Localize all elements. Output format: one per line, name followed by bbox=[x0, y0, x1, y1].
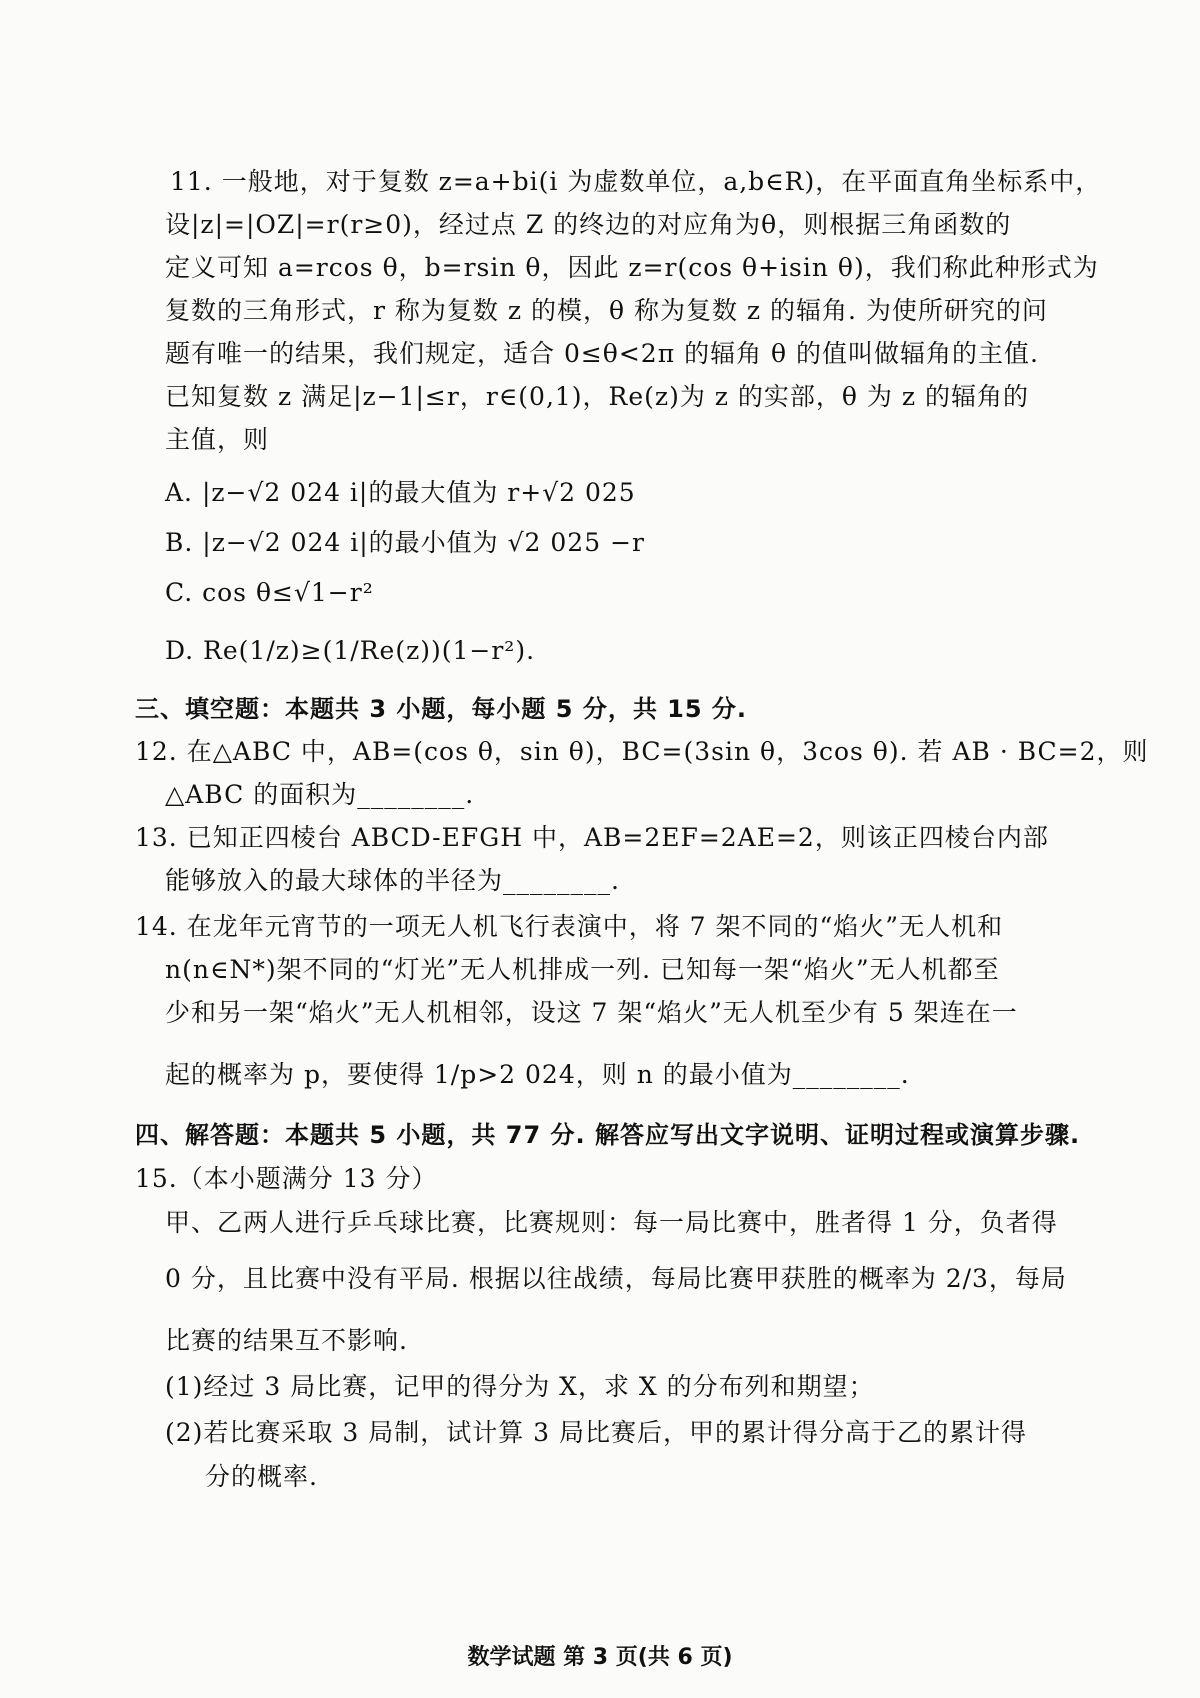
q15-part-1: (1)经过 3 局比赛，记甲的得分为 X，求 X 的分布列和期望； bbox=[165, 1372, 875, 1401]
page-footer: 数学试题 第 3 页(共 6 页) bbox=[467, 1645, 733, 1670]
q11-line-7: 主值，则 bbox=[165, 425, 270, 454]
q13-line-1: 13. 已知正四棱台 ABCD-EFGH 中，AB=2EF=2AE=2，则该正四棱台内部 bbox=[135, 823, 1049, 852]
q11-line-1: 11. 一般地，对于复数 z=a+bi(i 为虚数单位，a,b∈R)，在平面直角坐标系中， bbox=[170, 167, 1102, 196]
q14-line-3: 少和另一架“焰火”无人机相邻，设这 7 架“焰火”无人机至少有 5 架连在一 bbox=[165, 998, 1018, 1027]
q15-part-2-line-1: (2)若比赛采取 3 局制，试计算 3 局比赛后，甲的累计得分高于乙的累计得 bbox=[165, 1418, 1028, 1447]
q12-line-2: △ABC 的面积为________. bbox=[165, 780, 475, 809]
q15-line-3: 比赛的结果互不影响. bbox=[165, 1326, 408, 1355]
q14-line-1: 14. 在龙年元宵节的一项无人机飞行表演中，将 7 架不同的“焰火”无人机和 bbox=[135, 912, 1004, 941]
q11-option-a: A. |z−√2 024 i|的最大值为 r+√2 025 bbox=[165, 478, 636, 507]
q11-line-4: 复数的三角形式，r 称为复数 z 的模，θ 称为复数 z 的辐角. 为使所研究的问 bbox=[165, 296, 1048, 325]
q11-line-6: 已知复数 z 满足|z−1|≤r，r∈(0,1)，Re(z)为 z 的实部，θ 为 z 的辐角的 bbox=[165, 382, 1029, 411]
q11-option-b: B. |z−√2 024 i|的最小值为 √2 025 −r bbox=[165, 528, 645, 557]
q11-line-2: 设|z|=|OZ|=r(r≥0)，经过点 Z 的终边的对应角为θ，则根据三角函数的 bbox=[165, 210, 1012, 239]
q15-header: 15.（本小题满分 13 分） bbox=[135, 1164, 438, 1193]
q11-option-c: C. cos θ≤√1−r² bbox=[165, 578, 374, 607]
q14-line-2: n(n∈N*)架不同的“灯光”无人机排成一列. 已知每一架“焰火”无人机都至 bbox=[165, 955, 1000, 984]
q13-line-2: 能够放入的最大球体的半径为________. bbox=[165, 866, 620, 895]
section-3-heading: 三、填空题：本题共 3 小题，每小题 5 分，共 15 分. bbox=[135, 695, 748, 723]
q15-line-1: 甲、乙两人进行乒乓球比赛，比赛规则：每一局比赛中，胜者得 1 分，负者得 bbox=[165, 1208, 1058, 1237]
q11-line-5: 题有唯一的结果，我们规定，适合 0≤θ<2π 的辐角 θ 的值叫做辐角的主值. bbox=[165, 339, 1039, 368]
q15-line-2: 0 分，且比赛中没有平局. 根据以往战绩，每局比赛甲获胜的概率为 2/3，每局 bbox=[165, 1264, 1067, 1293]
section-4-heading: 四、解答题：本题共 5 小题，共 77 分. 解答应写出文字说明、证明过程或演算步骤. bbox=[135, 1121, 1081, 1149]
q15-part-2-line-2: 分的概率. bbox=[205, 1462, 318, 1491]
q11-option-d: D. Re(1/z)≥(1/Re(z))(1−r²). bbox=[165, 636, 536, 665]
q14-line-4: 起的概率为 p，要使得 1/p>2 024，则 n 的最小值为________. bbox=[165, 1060, 910, 1089]
q11-line-3: 定义可知 a=rcos θ，b=rsin θ，因此 z=r(cos θ+isin θ)，我们称此种形式为 bbox=[165, 253, 1099, 282]
q12-line-1: 12. 在△ABC 中，AB=(cos θ，sin θ)，BC=(3sin θ，3cos θ). 若 AB · BC=2，则 bbox=[135, 737, 1149, 766]
